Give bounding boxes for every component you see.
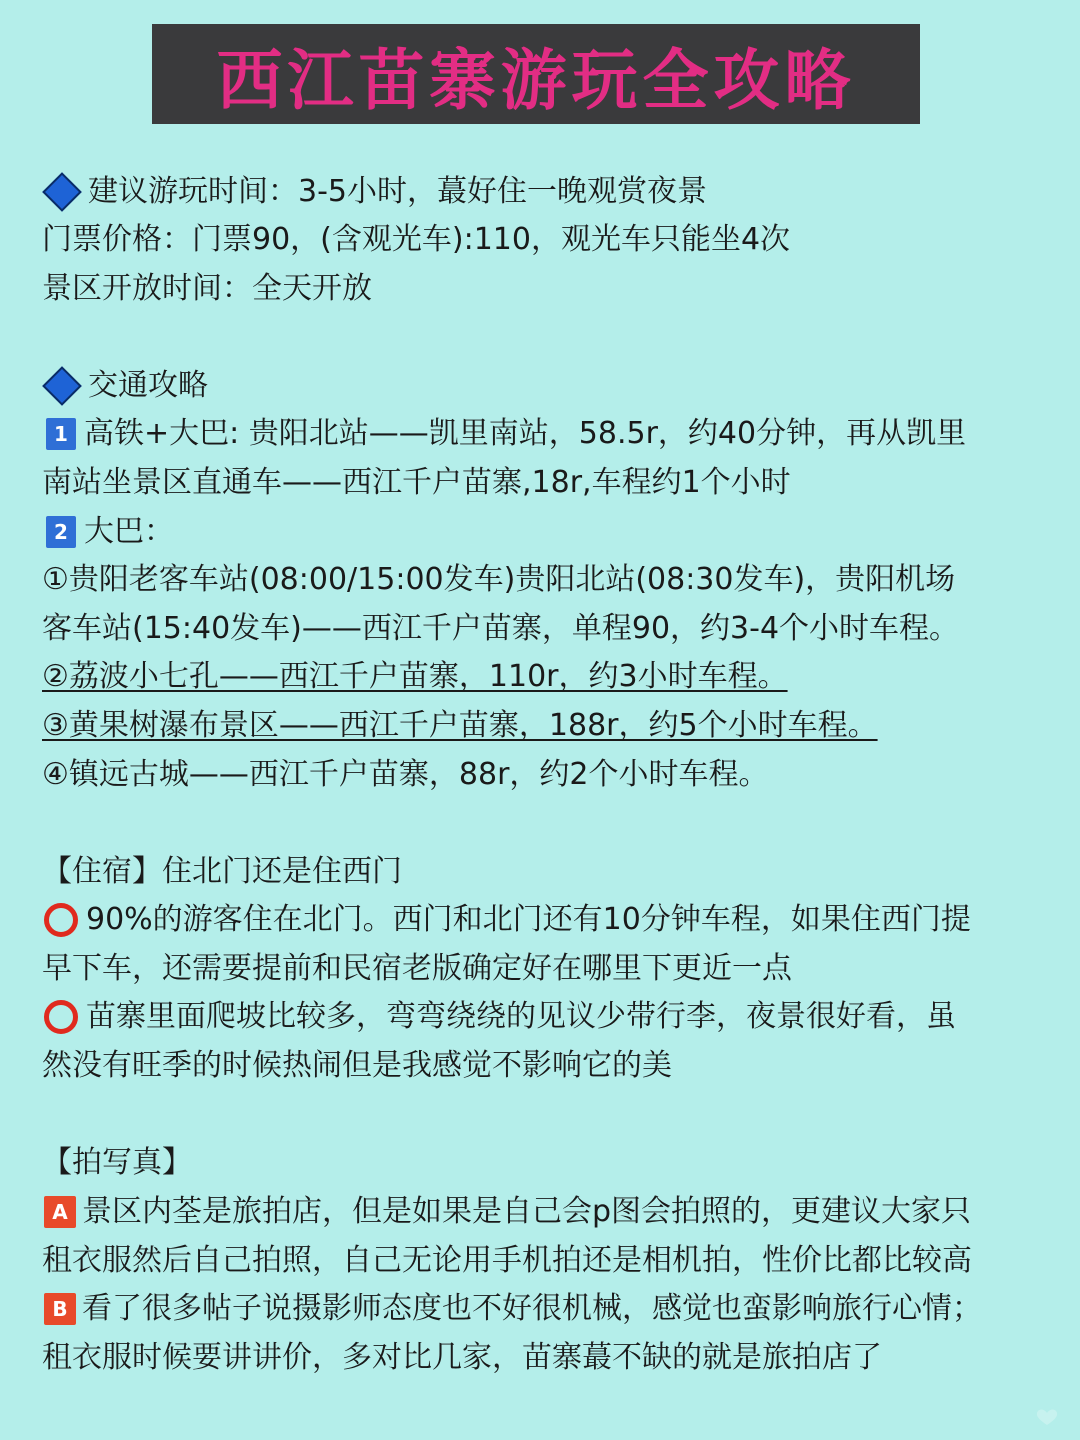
diamond-icon	[42, 172, 82, 212]
photo-tip-a-text-cont: 租衣服然后自己拍照，自己无论用手机拍还是相机拍，性价比都比较高	[42, 1243, 972, 1278]
bus-route-4-text: ④镇远古城——西江千户苗寨，88r，约2个小时车程。	[42, 757, 769, 792]
line-opening-hours	[42, 269, 372, 309]
number-2-icon: 2	[46, 516, 76, 548]
red-circle-icon	[44, 903, 78, 937]
traffic-item-1-text-cont: 南站坐景区直通车——西江千户苗寨,18r,车程约1个小时	[42, 465, 791, 500]
bus-route-3-text: ③黄果树瀑布景区——西江千户苗寨，188r，约5个小时车程。	[42, 708, 878, 743]
stay-tip-1-text: 90%的游客住在北门。西门和北门还有10分钟车程，如果住西门提	[86, 902, 971, 937]
traffic-heading	[42, 366, 208, 406]
stay-tip-1-text-cont: 早下车，还需要提前和民宿老版确定好在哪里下更近一点	[42, 951, 792, 986]
ticket-price-text: 门票价格：门票90，(含观光车):110，观光车只能坐4次	[42, 222, 791, 257]
traffic-item-1-line-1	[42, 414, 966, 454]
diamond-icon	[42, 366, 82, 406]
photo-tip-b-line-2	[42, 1338, 882, 1378]
bus-route-2	[42, 657, 788, 697]
bus-route-1-text: ①贵阳老客车站(08:00/15:00发车)贵阳北站(08:30发车)，贵阳机场	[42, 562, 956, 597]
bus-route-1-text-cont: 客车站(15:40发车)——西江千户苗寨，单程90，约3-4个小时车程。	[42, 611, 960, 646]
stay-heading	[42, 852, 402, 892]
watermark-icon	[1034, 1408, 1060, 1426]
bus-route-1-line-1	[42, 560, 955, 600]
bus-route-3	[42, 706, 878, 746]
stay-tip-2-text: 苗寨里面爬坡比较多，弯弯绕绕的见议少带行李，夜景很好看，虽	[86, 999, 956, 1034]
line-visit-time	[42, 172, 707, 212]
photo-tip-b-line-1	[42, 1289, 982, 1329]
letter-a-icon: A	[44, 1196, 76, 1228]
stay-tip-1-line-1	[42, 900, 971, 940]
stay-tip-2-text-cont: 然没有旺季的时候热闹但是我感觉不影响它的美	[42, 1048, 672, 1083]
bus-route-2-text: ②荔波小七孔——西江千户苗寨，110r，约3小时车程。	[42, 659, 788, 694]
photo-tip-a-text: 景区内荃是旅拍店，但是如果是自己会p图会拍照的，更建议大家只	[82, 1194, 972, 1229]
stay-heading-text: 【住宿】住北门还是住西门	[42, 854, 402, 889]
bus-route-1-line-2	[42, 609, 959, 649]
visit-time-text: 建议游玩时间：3-5小时，蕞好住一晚观赏夜景	[88, 174, 707, 209]
traffic-item-1-text: 高铁+大巴: 贵阳北站——凯里南站，58.5r，约40分钟，再从凯里	[84, 416, 967, 451]
number-1-icon: 1	[46, 418, 76, 450]
stay-tip-1-line-2	[42, 949, 792, 989]
bus-route-4	[42, 755, 769, 795]
traffic-item-1-line-2	[42, 463, 791, 503]
traffic-item-2-heading	[42, 512, 174, 552]
traffic-item-2-text: 大巴：	[84, 514, 174, 549]
photo-tip-a-line-2	[42, 1241, 972, 1281]
traffic-heading-text: 交通攻略	[88, 368, 208, 403]
line-ticket-price	[42, 220, 790, 260]
title-banner	[152, 24, 920, 124]
photo-tip-b-text-cont: 租衣服时候要讲讲价，多对比几家，苗寨蕞不缺的就是旅拍店了	[42, 1340, 882, 1375]
opening-hours-text: 景区开放时间：全天开放	[42, 271, 372, 306]
page-title: 西江苗寨游玩全攻略	[216, 41, 856, 119]
photo-heading	[42, 1143, 192, 1183]
photo-tip-b-text: 看了很多帖子说摄影师态度也不好很机械，感觉也蛮影响旅行心情；	[82, 1291, 982, 1326]
red-circle-icon	[44, 1000, 78, 1034]
photo-tip-a-line-1	[42, 1192, 971, 1232]
stay-tip-2-line-1	[42, 997, 956, 1037]
letter-b-icon: B	[44, 1293, 76, 1325]
photo-heading-text: 【拍写真】	[42, 1145, 192, 1180]
stay-tip-2-line-2	[42, 1046, 672, 1086]
